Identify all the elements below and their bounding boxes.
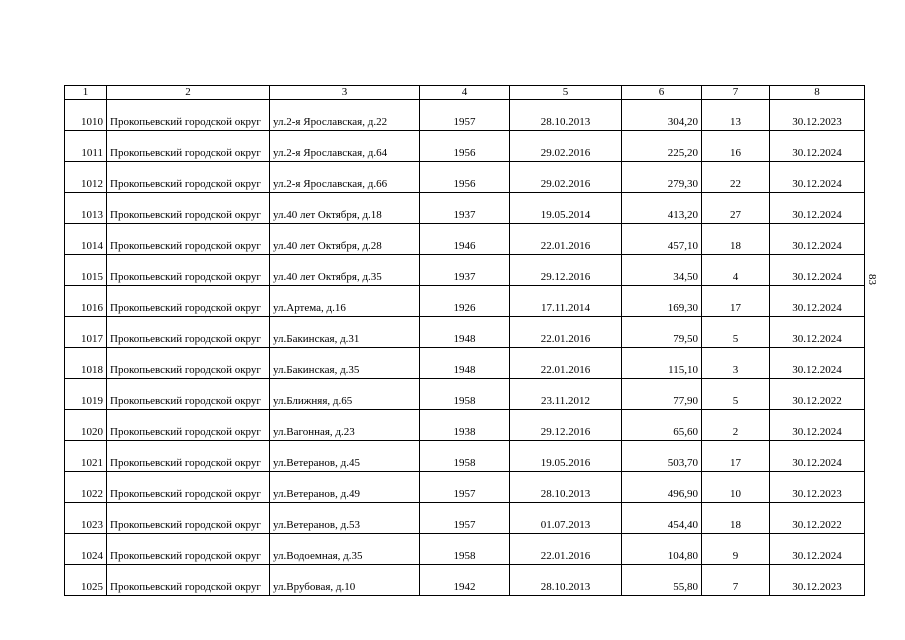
count-cell: 18 xyxy=(702,224,770,255)
municipality-cell: Прокопьевский городской округ xyxy=(107,131,270,162)
count-cell: 17 xyxy=(702,286,770,317)
address-cell: ул.Бакинская, д.35 xyxy=(270,348,420,379)
date-cell: 23.11.2012 xyxy=(510,379,622,410)
table-row xyxy=(65,503,865,534)
year-built-cell: 1942 xyxy=(420,565,510,596)
header-row xyxy=(65,86,865,100)
column-header-2: 2 xyxy=(107,86,270,100)
deadline-cell: 30.12.2024 xyxy=(770,131,865,162)
count-cell: 17 xyxy=(702,441,770,472)
date-cell: 22.01.2016 xyxy=(510,317,622,348)
address-cell: ул.2-я Ярославская, д.22 xyxy=(270,100,420,131)
row-number-cell: 1016 xyxy=(65,286,107,317)
count-cell: 5 xyxy=(702,379,770,410)
address-cell: ул.2-я Ярославская, д.66 xyxy=(270,162,420,193)
area-cell: 65,60 xyxy=(622,410,702,441)
year-built-cell: 1958 xyxy=(420,534,510,565)
table-row xyxy=(65,534,865,565)
year-built-cell: 1958 xyxy=(420,379,510,410)
date-cell: 22.01.2016 xyxy=(510,534,622,565)
column-header-5: 5 xyxy=(510,86,622,100)
row-number-cell: 1015 xyxy=(65,255,107,286)
municipality-cell: Прокопьевский городской округ xyxy=(107,379,270,410)
area-cell: 34,50 xyxy=(622,255,702,286)
row-number-cell: 1010 xyxy=(65,100,107,131)
municipality-cell: Прокопьевский городской округ xyxy=(107,224,270,255)
deadline-cell: 30.12.2022 xyxy=(770,379,865,410)
address-cell: ул.Артема, д.16 xyxy=(270,286,420,317)
date-cell: 29.12.2016 xyxy=(510,410,622,441)
municipality-cell: Прокопьевский городской округ xyxy=(107,472,270,503)
column-header-1: 1 xyxy=(65,86,107,100)
deadline-cell: 30.12.2024 xyxy=(770,162,865,193)
count-cell: 13 xyxy=(702,100,770,131)
table-row xyxy=(65,193,865,224)
row-number-cell: 1022 xyxy=(65,472,107,503)
housing-table xyxy=(64,85,865,596)
area-cell: 279,30 xyxy=(622,162,702,193)
row-number-cell: 1018 xyxy=(65,348,107,379)
address-cell: ул.Вагонная, д.23 xyxy=(270,410,420,441)
column-header-4: 4 xyxy=(420,86,510,100)
municipality-cell: Прокопьевский городской округ xyxy=(107,534,270,565)
area-cell: 454,40 xyxy=(622,503,702,534)
table-row xyxy=(65,255,865,286)
address-cell: ул.Водоемная, д.35 xyxy=(270,534,420,565)
table-row xyxy=(65,472,865,503)
address-cell: ул.40 лет Октября, д.18 xyxy=(270,193,420,224)
date-cell: 28.10.2013 xyxy=(510,565,622,596)
table-row xyxy=(65,162,865,193)
deadline-cell: 30.12.2024 xyxy=(770,534,865,565)
table-row xyxy=(65,131,865,162)
address-cell: ул.Ветеранов, д.49 xyxy=(270,472,420,503)
area-cell: 55,80 xyxy=(622,565,702,596)
date-cell: 22.01.2016 xyxy=(510,348,622,379)
municipality-cell: Прокопьевский городской округ xyxy=(107,193,270,224)
year-built-cell: 1926 xyxy=(420,286,510,317)
address-cell: ул.Ветеранов, д.53 xyxy=(270,503,420,534)
row-number-cell: 1023 xyxy=(65,503,107,534)
address-cell: ул.Ветеранов, д.45 xyxy=(270,441,420,472)
area-cell: 225,20 xyxy=(622,131,702,162)
year-built-cell: 1948 xyxy=(420,317,510,348)
column-header-6: 6 xyxy=(622,86,702,100)
table-row xyxy=(65,565,865,596)
table-row xyxy=(65,410,865,441)
area-cell: 104,80 xyxy=(622,534,702,565)
count-cell: 2 xyxy=(702,410,770,441)
page-number: 83 xyxy=(866,274,878,285)
table-row xyxy=(65,224,865,255)
column-header-7: 7 xyxy=(702,86,770,100)
year-built-cell: 1957 xyxy=(420,503,510,534)
row-number-cell: 1017 xyxy=(65,317,107,348)
date-cell: 17.11.2014 xyxy=(510,286,622,317)
row-number-cell: 1020 xyxy=(65,410,107,441)
count-cell: 18 xyxy=(702,503,770,534)
count-cell: 27 xyxy=(702,193,770,224)
deadline-cell: 30.12.2024 xyxy=(770,441,865,472)
table-body xyxy=(65,100,865,596)
area-cell: 169,30 xyxy=(622,286,702,317)
year-built-cell: 1946 xyxy=(420,224,510,255)
date-cell: 19.05.2016 xyxy=(510,441,622,472)
table-row xyxy=(65,348,865,379)
row-number-cell: 1021 xyxy=(65,441,107,472)
municipality-cell: Прокопьевский городской округ xyxy=(107,410,270,441)
municipality-cell: Прокопьевский городской округ xyxy=(107,286,270,317)
date-cell: 28.10.2013 xyxy=(510,472,622,503)
column-header-3: 3 xyxy=(270,86,420,100)
municipality-cell: Прокопьевский городской округ xyxy=(107,317,270,348)
year-built-cell: 1938 xyxy=(420,410,510,441)
date-cell: 01.07.2013 xyxy=(510,503,622,534)
deadline-cell: 30.12.2023 xyxy=(770,472,865,503)
deadline-cell: 30.12.2024 xyxy=(770,317,865,348)
address-cell: ул.Бакинская, д.31 xyxy=(270,317,420,348)
area-cell: 115,10 xyxy=(622,348,702,379)
row-number-cell: 1011 xyxy=(65,131,107,162)
deadline-cell: 30.12.2024 xyxy=(770,193,865,224)
address-cell: ул.Врубовая, д.10 xyxy=(270,565,420,596)
date-cell: 19.05.2014 xyxy=(510,193,622,224)
date-cell: 28.10.2013 xyxy=(510,100,622,131)
municipality-cell: Прокопьевский городской округ xyxy=(107,348,270,379)
address-cell: ул.2-я Ярославская, д.64 xyxy=(270,131,420,162)
area-cell: 77,90 xyxy=(622,379,702,410)
deadline-cell: 30.12.2023 xyxy=(770,100,865,131)
date-cell: 29.02.2016 xyxy=(510,162,622,193)
municipality-cell: Прокопьевский городской округ xyxy=(107,565,270,596)
year-built-cell: 1957 xyxy=(420,100,510,131)
table-row xyxy=(65,379,865,410)
municipality-cell: Прокопьевский городской округ xyxy=(107,162,270,193)
row-number-cell: 1025 xyxy=(65,565,107,596)
deadline-cell: 30.12.2024 xyxy=(770,224,865,255)
year-built-cell: 1937 xyxy=(420,193,510,224)
deadline-cell: 30.12.2024 xyxy=(770,348,865,379)
count-cell: 16 xyxy=(702,131,770,162)
date-cell: 29.02.2016 xyxy=(510,131,622,162)
count-cell: 7 xyxy=(702,565,770,596)
municipality-cell: Прокопьевский городской округ xyxy=(107,441,270,472)
area-cell: 457,10 xyxy=(622,224,702,255)
row-number-cell: 1024 xyxy=(65,534,107,565)
row-number-cell: 1014 xyxy=(65,224,107,255)
table-row xyxy=(65,100,865,131)
count-cell: 9 xyxy=(702,534,770,565)
column-header-8: 8 xyxy=(770,86,865,100)
area-cell: 304,20 xyxy=(622,100,702,131)
date-cell: 29.12.2016 xyxy=(510,255,622,286)
row-number-cell: 1012 xyxy=(65,162,107,193)
year-built-cell: 1956 xyxy=(420,162,510,193)
count-cell: 10 xyxy=(702,472,770,503)
municipality-cell: Прокопьевский городской округ xyxy=(107,255,270,286)
year-built-cell: 1937 xyxy=(420,255,510,286)
count-cell: 3 xyxy=(702,348,770,379)
area-cell: 503,70 xyxy=(622,441,702,472)
count-cell: 5 xyxy=(702,317,770,348)
area-cell: 413,20 xyxy=(622,193,702,224)
deadline-cell: 30.12.2022 xyxy=(770,503,865,534)
address-cell: ул.Ближняя, д.65 xyxy=(270,379,420,410)
year-built-cell: 1948 xyxy=(420,348,510,379)
deadline-cell: 30.12.2024 xyxy=(770,410,865,441)
municipality-cell: Прокопьевский городской округ xyxy=(107,503,270,534)
row-number-cell: 1013 xyxy=(65,193,107,224)
area-cell: 496,90 xyxy=(622,472,702,503)
deadline-cell: 30.12.2023 xyxy=(770,565,865,596)
year-built-cell: 1956 xyxy=(420,131,510,162)
municipality-cell: Прокопьевский городской округ xyxy=(107,100,270,131)
address-cell: ул.40 лет Октября, д.35 xyxy=(270,255,420,286)
deadline-cell: 30.12.2024 xyxy=(770,286,865,317)
address-cell: ул.40 лет Октября, д.28 xyxy=(270,224,420,255)
date-cell: 22.01.2016 xyxy=(510,224,622,255)
count-cell: 4 xyxy=(702,255,770,286)
year-built-cell: 1958 xyxy=(420,441,510,472)
deadline-cell: 30.12.2024 xyxy=(770,255,865,286)
row-number-cell: 1019 xyxy=(65,379,107,410)
count-cell: 22 xyxy=(702,162,770,193)
area-cell: 79,50 xyxy=(622,317,702,348)
table-row xyxy=(65,286,865,317)
table-row xyxy=(65,441,865,472)
year-built-cell: 1957 xyxy=(420,472,510,503)
table-row xyxy=(65,317,865,348)
